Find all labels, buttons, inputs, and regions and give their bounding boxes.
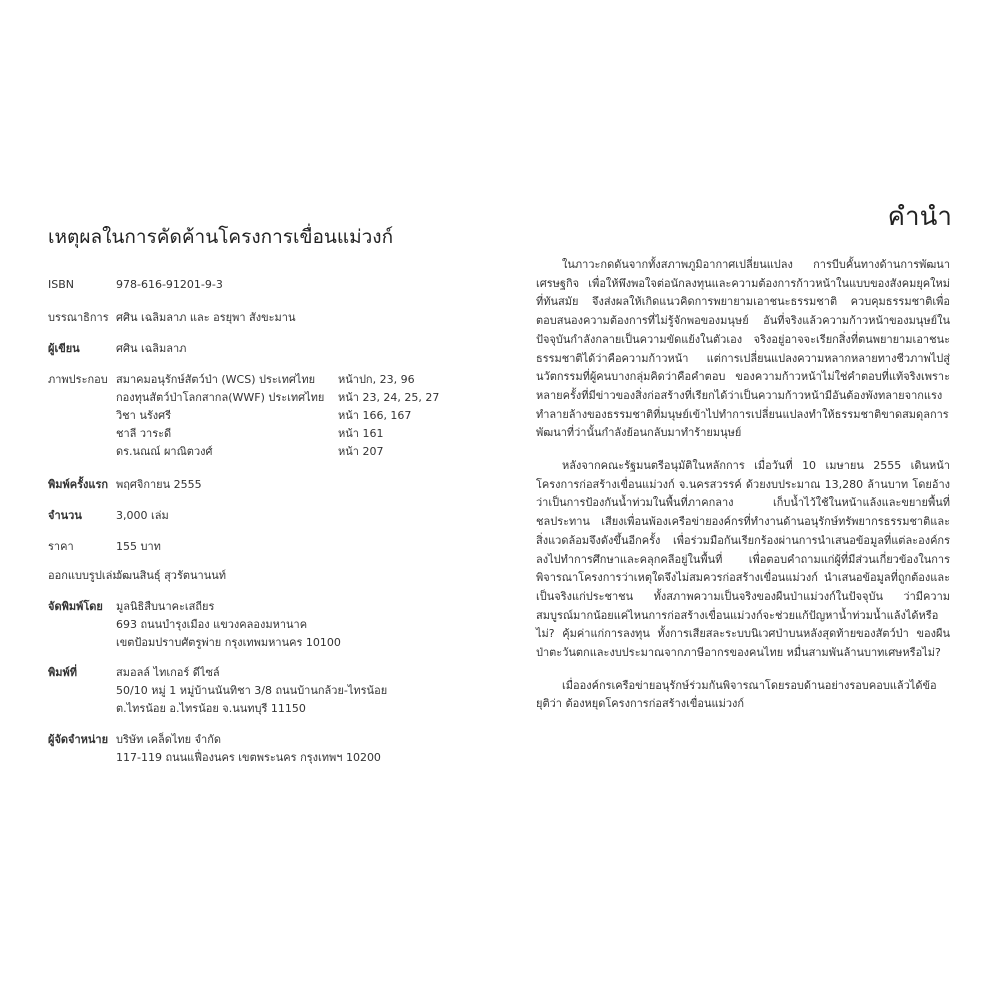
editors-value: ศศิน เฉลิมลาภ และ อรยุพา สังขะมาน: [116, 311, 296, 324]
credit-pages: หน้า 207: [338, 445, 384, 458]
credit-item: [116, 407, 488, 425]
price-value: 155 บาท: [116, 540, 161, 553]
quantity-value: 3,000 เล่ม: [116, 509, 169, 522]
photo-credits-label: ภาพประกอบ: [48, 373, 108, 386]
preface-paragraph: ในภาวะกดดันจากทั้งสภาพภูมิอากาศเปลี่ยนแปลง การบีบคั้นทางด้านการพัฒนาเศรษฐกิจ เพื่อให้พึงพอใจต่อนักลงทุนและความต้องการก้าวหน้าในแบบของสังคมยุคใหม่ที่ทันสมัย จึงส่งผลให้เกิดแนวคิดการพยายามเอาชนะธรรมชาติ ควบคุมธรรมชาติเพื่อตอบสนองความต้องการที่ไม่รู้จักพอของมนุษย์ อันที่จริงแล้วความก้าวหน้าของมนุษย์ในปัจจุบันกำลังกลายเป็นความขัดแย้งในตัวเอง จริงอยู่อาจจะเรียกสิ่งที่ตนพยายามเอาชนะธรรมชาติได้ว่าคือความก้าวหน้า แต่การเปลี่ยนแปลงความหลากหลายทางชีวภาพไปสู่นวัตกรรมที่ผู้คนบางกลุ่มคิดว่าคือคำตอบ ของความก้าวหน้าไม่ใช่คำตอบที่แท้จริงเพราะหลายครั้งที่มีข่าวของสิ่งก่อสร้างที่เรียกได้ว่าเป็นความก้าวหน้ามีอันต้องพังทลายจากแรงทำลายล้างของธรรมชาติที่มนุษย์เข้าไปทำการเปลี่ยนแปลงทำให้ธรรมชาติขาดสมดุลการพัฒนาที่ว่านั้นกำลังย้อนกลับมาทำร้ายมนุษย์: [536, 258, 950, 440]
credit-name: กองทุนสัตว์ป่าโลกสากล(WWF) ประเทศไทย: [116, 391, 325, 404]
editors-label: บรรณาธิการ: [48, 311, 109, 324]
distributor-line: บริษัท เคล็ดไทย จำกัด: [116, 733, 222, 746]
designer-label: ออกแบบรูปเล่ม: [48, 569, 120, 582]
preface-paragraph: เมื่อองค์กรเครือข่ายอนุรักษ์ร่วมกันพิจารณาโดยรอบด้านอย่างรอบคอบแล้วได้ข้อยุติว่า ต้องหยุดโครงการก่อสร้างเขื่อนแม่วงก์: [536, 678, 937, 711]
printer-line: ต.ไทรน้อย อ.ไทรน้อย จ.นนทบุรี 11150: [116, 702, 306, 715]
author-value: ศศิน เฉลิมลาภ: [116, 342, 187, 355]
distributor-label: ผู้จัดจำหน่าย: [48, 733, 109, 746]
isbn-value: 978-616-91201-9-3: [116, 278, 223, 291]
credit-item: [116, 389, 488, 407]
preface-paragraph: หลังจากคณะรัฐมนตรีอนุมัติในหลักการ เมื่อวันที่ 10 เมษายน 2555 เดินหน้าโครงการก่อสร้างเขื่อนแม่วงก์ จ.นครสวรรค์ ด้วยงบประมาณ 13,280 ล้านบาท โดยอ้างว่าเป็นการป้องกันน้ำท่วมในพื้นที่ภาคกลาง เก็บน้ำไว้ใช้ในหน้าแล้งและขยายพื้นที่ชลประทาน เสียงเพื่อนพ้องเครือข่ายองค์กรที่ทำงานด้านอนุรักษ์ทรัพยากรธรรมชาติและสิ่งแวดล้อมจึงดังขึ้นอีกครั้ง เพื่อร่วมมือกันเรียกร้องผ่านการนำเสนอข้อมูลที่แต่ละองค์กรลงไปทำการศึกษาและคลุกคลีอยู่ในพื้นที่ เพื่อตอบคำถามแก่ผู้ที่มีส่วนเกี่ยวข้องในการพิจารณาโครงการว่าเหตุใดจึงไม่สมควรก่อสร้างเขื่อนแม่วงก์ นำเสนอข้อมูลที่ถูกต้องและเป็นจริงแก่ประชาชน ทั้งสภาพความเป็นจริงของผืนป่าแม่วงก์ในปัจจุบัน ว่ามีความสมบูรณ์มากน้อยแค่ไหนการก่อสร้างเขื่อนแม่วงก์จะช่วยแก้ปัญหาน้ำท่วมน้ำแล้งได้หรือไม่? คุ้มค่าแก่การลงทุน ทั้งการเสียสละระบบนิเวศป่าบนหลังสุดท้ายของสัตว์ป่า ของผืนป่าตะวันตกและงบประมาณจากภาษีอากรของคนไทย หมื่นสามพันล้านบาทเศษหรือไม่?: [536, 459, 950, 660]
quantity-label: จำนวน: [48, 509, 82, 522]
first-print-label: พิมพ์ครั้งแรก: [48, 478, 109, 491]
right-page: [500, 0, 1000, 1000]
book-title: เหตุผลในการคัดค้านโครงการเขื่อนแม่วงก์: [48, 226, 394, 248]
printer-line: สมอลล์ ไทเกอร์ ดีไซล์: [116, 666, 220, 679]
credit-item: [116, 443, 488, 461]
credit-pages: หน้า 166, 167: [338, 409, 412, 422]
credit-item: [116, 371, 488, 389]
credit-name: ดร.นณณ์ ผาณิตวงศ์: [116, 445, 213, 458]
publisher-label: จัดพิมพ์โดย: [48, 600, 103, 613]
printer-line: 50/10 หมู่ 1 หมู่บ้านนันทิชา 3/8 ถนนบ้านกล้วย-ไทรน้อย: [116, 684, 388, 697]
printer-address: [116, 664, 488, 718]
publisher-address: [116, 598, 488, 652]
photo-credits-list: [116, 371, 488, 461]
credit-pages: หน้า 161: [338, 427, 384, 440]
distributor-address: [116, 731, 488, 767]
printer-label: พิมพ์ที่: [48, 666, 78, 679]
designer-value: วัฒนสินธุ์ สุวรัตนานนท์: [116, 569, 227, 582]
publisher-line: มูลนิธิสืบนาคะเสถียร: [116, 600, 215, 613]
credit-name: สมาคมอนุรักษ์สัตว์ป่า (WCS) ประเทศไทย: [116, 373, 316, 386]
distributor-line: 117-119 ถนนแฟื่องนคร เขตพระนคร กรุงเทพฯ 10200: [116, 751, 381, 764]
author-label: ผู้เขียน: [48, 342, 80, 355]
credit-name: ชาลี วาระดี: [116, 427, 172, 440]
credit-item: [116, 425, 488, 443]
publisher-line: เขตป้อมปราบศัตรูพ่าย กรุงเทพมหานคร 10100: [116, 636, 341, 649]
first-print-value: พฤศจิกายน 2555: [116, 478, 202, 491]
credit-pages: หน้า 23, 24, 25, 27: [338, 391, 440, 404]
price-label: ราคา: [48, 540, 74, 553]
publisher-line: 693 ถนนบำรุงเมือง แขวงคลองมหานาค: [116, 618, 308, 631]
credit-pages: หน้าปก, 23, 96: [338, 373, 415, 386]
preface-title: คำนำ: [887, 202, 952, 232]
isbn-label: ISBN: [48, 278, 75, 291]
preface-body: [536, 256, 950, 728]
credit-name: วิชา นรังศรี: [116, 409, 172, 422]
